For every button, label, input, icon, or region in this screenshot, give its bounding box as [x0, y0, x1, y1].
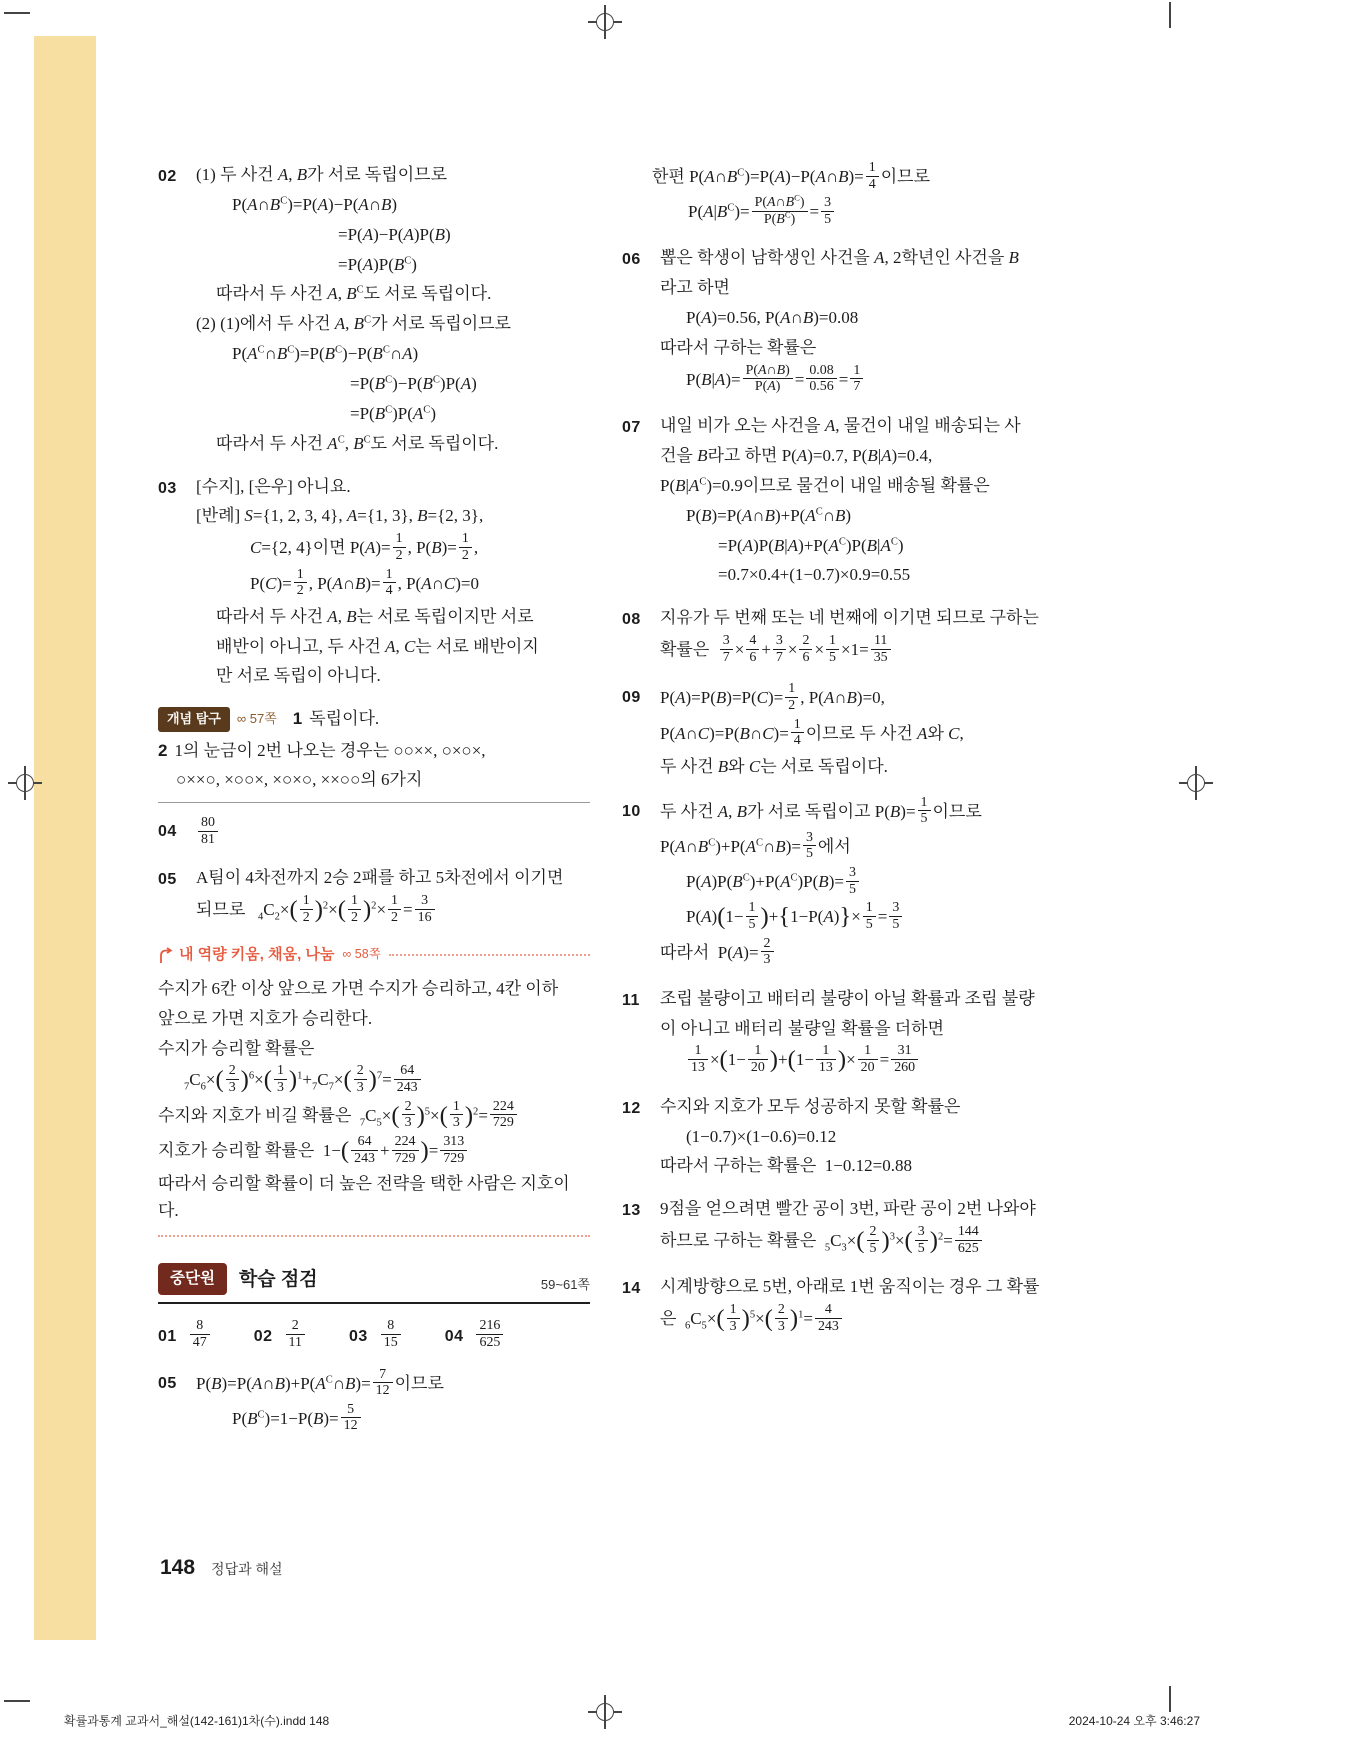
- solution-line: (1−0.7)×(1−0.6)=0.12: [686, 1126, 837, 1146]
- big-paren: (: [716, 1305, 725, 1333]
- solution-line: 건을 B라고 하면 P(A)=0.7, P(B|A)=0.4,: [660, 445, 933, 465]
- problem-number: 05: [158, 871, 177, 889]
- solution-block: [622, 1274, 1092, 1339]
- solution-line: 조립 불량이고 배터리 불량이 아닐 확률과 조립 불량: [660, 988, 1035, 1008]
- page-ref: ∞ 57쪽: [236, 711, 277, 727]
- section-pages: 59~61쪽: [540, 1276, 590, 1292]
- solution-line: P(A)=0.56, P(A∩B)=0.08: [686, 308, 859, 328]
- solution-block: [622, 245, 1092, 400]
- solution-block: [622, 605, 1092, 670]
- registration-mark-top: [588, 5, 622, 39]
- big-paren: ): [760, 903, 769, 931]
- solution-body: [196, 814, 590, 852]
- dotted-rule: [389, 954, 590, 956]
- fraction: $\frac{3}{5}$: [846, 865, 859, 897]
- solution-body: [196, 474, 590, 694]
- big-paren: (: [263, 1066, 272, 1094]
- fraction: $\frac{1}{4}$: [866, 160, 879, 192]
- solution-line: 따라서 두 사건 A, B는 서로 독립이지만 서로: [216, 606, 534, 626]
- fraction: $\frac{1}{3}$: [727, 1302, 740, 1334]
- solution-block: [622, 794, 1092, 973]
- big-paren: ): [769, 1046, 778, 1074]
- solution-line: 수지가 승리할 확률은: [158, 1038, 315, 1058]
- fraction: $\frac{7}{12}$: [373, 1367, 393, 1399]
- solution-line: 만 서로 독립이 아니다.: [216, 666, 381, 686]
- registration-mark-left: [8, 766, 42, 800]
- capability-title: 내 역량 키움, 채움, 나눔: [179, 946, 335, 964]
- fraction: $\frac{1}{4}$: [383, 567, 396, 599]
- registration-mark-right: [1179, 766, 1213, 800]
- fraction: $\frac{4}{6}$: [746, 633, 759, 665]
- concept-explore-section: [158, 706, 590, 803]
- solution-line: P(C)= $\frac{1}{2}$ , P(A∩B)= $\frac{1}{4}$ , P(A∩C)=0: [250, 566, 479, 599]
- page-footer: [160, 1556, 283, 1580]
- solution-line: $=P(A)P(B|A)+P(A^C)P(B|A^C)$: [718, 535, 904, 555]
- capability-section: [158, 943, 590, 1237]
- answer-text: 1의 눈금이 2번 나오는 경우는 ○○××, ○×○×,: [174, 741, 486, 761]
- solution-line: 9점을 얻으려면 빨간 공이 3번, 파란 공이 2번 나와야: [660, 1199, 1036, 1219]
- big-paren: ): [240, 1066, 249, 1094]
- fraction: $\frac{2}{5}$: [867, 1224, 880, 1256]
- big-paren: ): [789, 1305, 799, 1333]
- problem-number: [622, 162, 652, 232]
- big-paren: ): [929, 1227, 938, 1255]
- fraction: $\frac{224}{729}$: [392, 1134, 419, 1166]
- fraction: $\frac{3}{5}$: [821, 195, 834, 227]
- solution-block: [158, 1366, 590, 1439]
- big-paren: ): [464, 1101, 474, 1129]
- solution-line: A팀이 4차전까지 2승 2패를 하고 5차전에서 이기면: [196, 868, 564, 888]
- solution-line: 두 사건 A, B가 서로 독립이고 P(B)= $\frac{1}{5}$ 이므로: [660, 794, 982, 827]
- solution-line: P(A)(1− $\frac{1}{5}$ )+{1−P(A)}× $\frac{1}{5}$ = $\frac{3}{5}$: [660, 902, 1092, 934]
- fraction: $\frac{3}{5}$: [915, 1224, 928, 1256]
- solution-block: [622, 162, 1092, 232]
- answer-item: [349, 1320, 403, 1352]
- fraction: $\frac{31}{260}$: [891, 1043, 918, 1075]
- solution-line: 뽑은 학생이 남학생인 사건을 A, 2학년인 사건을 B: [660, 248, 1019, 268]
- fraction: $\frac{P(A\cap B^C)}{P(B^C)}$: [752, 195, 808, 227]
- concept-explore-header: [158, 706, 590, 733]
- solution-line: 따라서 승리할 확률이 더 높은 전략을 택한 사람은 지호이다.: [158, 1174, 570, 1220]
- problem-number: 12: [622, 1099, 641, 1117]
- fraction: $\frac{1}{2}$: [348, 893, 361, 925]
- solution-line: 시계방향으로 5번, 아래로 1번 움직이는 경우 그 확률: [660, 1277, 1040, 1297]
- fraction: $\frac{313}{729}$: [440, 1134, 467, 1166]
- capability-header: [158, 943, 590, 967]
- problem-number: 02: [158, 168, 177, 185]
- trim-mark-top-right: [1169, 2, 1171, 28]
- solution-line: $=P(B^C)-P(B^C)P(A)$: [350, 374, 477, 394]
- solution-line: (2) (1)에서 두 사건 A, $B^C$가 서로 독립이므로: [196, 314, 511, 334]
- solution-line: [196, 814, 590, 849]
- registration-circle-icon: [596, 1703, 614, 1721]
- page-ref: ∞ 58쪽: [342, 947, 381, 962]
- print-file-info: 확률과통계 교과서_해설(142-161)1차(수).indd 148: [64, 1714, 330, 1728]
- solution-line: $P(A^C\cap B^C)=P(B^C)-P(B^C\cap A)$: [232, 344, 419, 364]
- answer-number: 04: [444, 1327, 464, 1345]
- solution-body: [660, 683, 1092, 783]
- solution-line: $P(A\cap B^C)+P(A^C\cap B)=$ $\frac{3}{5}$ 에서: [660, 829, 851, 862]
- fraction: $\frac{0.08}{0.56}$: [806, 363, 836, 395]
- solution-block: [622, 683, 1092, 783]
- fraction: $\frac{1}{20}$: [748, 1043, 768, 1075]
- page-edge-stripe: [34, 36, 96, 1640]
- section-title: 학습 점검: [238, 1269, 318, 1291]
- solution-line: 은 $_6C_5\times$( $\frac{1}{3}$ )$^5$×( $\frac{2}{3}$ )$^1$= $\frac{4}{243}$: [660, 1304, 1092, 1336]
- solution-line: 수지와 지호가 모두 성공하지 못할 확률은: [660, 1096, 961, 1116]
- big-paren: (: [764, 1305, 773, 1333]
- problem-number: 09: [622, 689, 641, 707]
- problem-number: 05: [158, 1374, 177, 1392]
- solution-line: $P(A)P(B^C)+P(A^C)P(B)=$ $\frac{3}{5}$: [660, 867, 1092, 899]
- big-paren: (: [787, 1046, 796, 1074]
- registration-circle-icon: [1187, 774, 1205, 792]
- problem-number: 04: [158, 822, 177, 840]
- problem-number: 08: [622, 611, 641, 629]
- solution-line: 확률은 $\frac{3}{7}$ × $\frac{4}{6}$ + $\frac{3}{7}$ × $\frac{2}{6}$ × $\frac{1}{5}$ ×1= $\frac{11}{35}$: [660, 635, 1092, 667]
- answer-line: [158, 738, 590, 765]
- problem-number: 10: [622, 802, 641, 820]
- registration-circle-icon: [596, 13, 614, 31]
- trim-mark-bottom-left: [4, 1700, 30, 1702]
- solution-line: 따라서 구하는 확률은: [660, 338, 817, 358]
- registration-circle-icon: [16, 774, 34, 792]
- big-paren: ): [837, 1046, 847, 1074]
- big-paren: ): [368, 1066, 377, 1094]
- fraction: $\frac{4}{243}$: [815, 1302, 842, 1334]
- big-paren: ): [314, 895, 323, 923]
- problem-number: 11: [622, 991, 640, 1009]
- fraction: $\frac{1}{5}$: [863, 900, 876, 932]
- solution-line: $=P(B^C)P(A^C)$: [350, 403, 436, 423]
- solution-line: 라고 하면: [660, 278, 730, 298]
- solution-line: $P(A\cap B^C)=P(A)-P(A\cap B)$: [232, 194, 398, 214]
- big-paren: ): [362, 895, 372, 923]
- answer-value: [284, 1320, 307, 1352]
- fraction: $\frac{2}{11}$: [286, 1318, 305, 1350]
- fraction: $\frac{3}{7}$: [720, 633, 733, 665]
- solution-line: P(A∩C)=P(B∩C)= $\frac{1}{4}$ 이므로 두 사건 A와 C,: [660, 716, 964, 749]
- fraction: $\frac{2}{3}$: [761, 936, 774, 968]
- solution-body: [660, 1274, 1092, 1339]
- solution-line: 따라서 구하는 확률은 1−0.12=0.88: [660, 1156, 912, 1176]
- fraction: $\frac{1}{7}$: [850, 363, 863, 395]
- solution-line: $P(A|B^C)=$ $\frac{P(A\cap B^C)}{P(B^C)}$ = $\frac{3}{5}$: [652, 197, 1092, 229]
- subsection-check-row: [158, 1263, 590, 1304]
- fraction: $\frac{80}{81}$: [198, 815, 218, 847]
- solution-line: 이 아니고 배터리 불량일 확률을 더하면: [660, 1018, 945, 1038]
- fraction: $\frac{1}{5}$: [746, 900, 759, 932]
- solution-line: $P(B|A^C)=0.9$이므로 물건이 내일 배송될 확률은: [660, 475, 990, 495]
- fraction: $\frac{216}{625}$: [476, 1318, 503, 1350]
- solution-body: [660, 794, 1092, 973]
- fraction: $\frac{144}{625}$: [955, 1224, 982, 1256]
- fraction: $\frac{1}{3}$: [274, 1063, 287, 1095]
- big-paren: (: [215, 1066, 224, 1094]
- fraction: $\frac{3}{7}$: [773, 633, 786, 665]
- registration-mark-bottom: [588, 1695, 622, 1729]
- solution-line: [수지], [은우] 아니요.: [196, 476, 351, 496]
- solution-line: $P(B^C)=1-P(B)=$ $\frac{5}{12}$: [196, 1404, 590, 1436]
- big-paren: ): [420, 1136, 429, 1164]
- solution-line: =0.7×0.4+(1−0.7)×0.9=0.55: [718, 565, 911, 585]
- solution-line: =P(A)−P(A)P(B): [338, 224, 451, 244]
- answer-value: [474, 1320, 505, 1352]
- fraction: $\frac{1}{3}$: [450, 1099, 463, 1131]
- big-paren: (: [337, 895, 346, 923]
- fraction: $\frac{1}{2}$: [294, 567, 307, 599]
- answer-line: ○××○, ×○○×, ×○×○, ××○○의 6가지: [176, 770, 423, 790]
- big-paren: (: [904, 1227, 913, 1255]
- curved-arrow-icon: [158, 947, 173, 964]
- fraction: $\frac{64}{243}$: [351, 1134, 378, 1166]
- solution-line: 배반이 아니고, 두 사건 A, C는 서로 배반이지: [216, 636, 539, 656]
- fraction: $\frac{2}{3}$: [354, 1063, 367, 1095]
- big-paren: ): [288, 1066, 298, 1094]
- fraction: $\frac{1}{13}$: [688, 1043, 708, 1075]
- solution-line: 하므로 구하는 확률은 $_5C_3\times$( $\frac{2}{5}$ )$^3$×( $\frac{3}{5}$ )$^2$= $\frac{144}{625}$: [660, 1226, 1092, 1258]
- big-brace: {: [778, 903, 791, 931]
- solution-line: $=P(A)P(B^C)$: [338, 254, 417, 274]
- solution-line: 따라서 P(A)= $\frac{2}{3}$: [660, 938, 1092, 970]
- answer-item: [158, 1320, 212, 1352]
- solution-body: [660, 605, 1092, 670]
- solution-body: [660, 245, 1092, 400]
- solution-line: (1) 두 사건 A, B가 서로 독립이므로: [196, 165, 448, 184]
- subsection-check-header: [158, 1263, 590, 1304]
- fraction: $\frac{3}{5}$: [803, 830, 816, 862]
- solution-line: 수지가 6칸 이상 앞으로 가면 수지가 승리하고, 4칸 이하: [158, 978, 559, 998]
- solution-body: [660, 1196, 1092, 1261]
- fraction: $\frac{2}{6}$: [799, 633, 812, 665]
- solution-line: 지유가 두 번째 또는 네 번째에 이기면 되므로 구하는: [660, 608, 1039, 628]
- fraction: $\frac{1}{20}$: [858, 1043, 878, 1075]
- fraction: $\frac{8}{47}$: [190, 1318, 210, 1350]
- answer-value: [188, 1320, 212, 1352]
- solution-line: $\frac{1}{13}$ ×(1− $\frac{1}{20}$ )+(1− $\frac{1}{13}$ )× $\frac{1}{20}$ = $\frac{31}{260}$: [660, 1045, 1092, 1077]
- solution-body: [196, 865, 590, 930]
- fraction: $\frac{P(A\cap B)}{P(A)}$: [743, 363, 793, 395]
- fraction: $\frac{1}{2}$: [785, 681, 798, 713]
- solution-body: [196, 1366, 590, 1439]
- solution-line: $_7C_6\times$( $\frac{2}{3}$ )$^6$×( $\frac{1}{3}$ )$^1+_7C_7\times$( $\frac{2}{3}$ )$^7$= $\frac{64}{243}$: [158, 1065, 590, 1097]
- fraction: $\frac{1}{5}$: [918, 795, 931, 827]
- solution-line: P(A)=P(B)=P(C)= $\frac{1}{2}$ , P(A∩B)=0,: [660, 681, 885, 713]
- solution-body: [660, 1094, 1092, 1184]
- solution-line: C={2, 4}이면 P(A)= $\frac{1}{2}$ , P(B)= $\frac{1}{2}$ ,: [250, 531, 479, 563]
- solution-block: [622, 986, 1092, 1081]
- page-footer-label: 정답과 해설: [211, 1561, 283, 1577]
- answer-item: [254, 1320, 307, 1352]
- big-paren: ): [881, 1227, 890, 1255]
- solution-body: [196, 162, 590, 461]
- big-paren: ): [416, 1101, 425, 1129]
- answer-number: 2: [158, 741, 168, 761]
- fraction: $\frac{1}{4}$: [791, 717, 804, 749]
- fraction: $\frac{64}{243}$: [394, 1063, 421, 1095]
- answer-text: 독립이다.: [309, 709, 380, 729]
- dotted-rule: [158, 1235, 590, 1237]
- solution-block: [158, 865, 590, 930]
- left-column: [158, 162, 590, 1452]
- solution-block: [158, 474, 590, 694]
- solution-block: [622, 1094, 1092, 1184]
- page-number: 148: [160, 1556, 196, 1579]
- fraction: $\frac{2}{3}$: [775, 1302, 788, 1334]
- fraction: $\frac{224}{729}$: [490, 1099, 517, 1131]
- solution-line: 한편 $P(A\cap B^C)=P(A)-P(A\cap B)=$ $\frac{1}{4}$ 이므로: [652, 160, 931, 192]
- big-paren: (: [343, 1066, 352, 1094]
- fraction: $\frac{2}{3}$: [402, 1099, 415, 1131]
- solution-line: $P(B)=P(A\cap B)+P(A^C\cap B)$: [686, 505, 852, 525]
- big-paren: (: [391, 1101, 400, 1129]
- fraction: $\frac{1}{13}$: [816, 1043, 836, 1075]
- fraction: $\frac{1}{2}$: [393, 531, 406, 563]
- right-column: [622, 162, 1092, 1352]
- solution-line: P(B|A)= $\frac{P(A\cap B)}{P(A)}$ = $\frac{0.08}{0.56}$ = $\frac{1}{7}$: [660, 365, 1092, 397]
- answer-item: [445, 1320, 506, 1352]
- answer-number: 03: [348, 1327, 368, 1345]
- problem-number: 07: [622, 419, 641, 437]
- solution-line: 수지와 지호가 비길 확률은 $_7C_5\times$( $\frac{2}{3}$ )$^5$×( $\frac{1}{3}$ )$^2$= $\frac{224}{729}$: [158, 1101, 590, 1133]
- fraction: $\frac{1}{2}$: [388, 893, 401, 925]
- solution-line: 되므로 $_4C_2\times$( $\frac{1}{2}$ )$^2$×( $\frac{1}{2}$ )$^2$× $\frac{1}{2}$ = $\frac{3}{16}$: [196, 895, 590, 927]
- answers-row: [158, 1320, 590, 1352]
- solution-block: [622, 1196, 1092, 1261]
- fraction: $\frac{1}{2}$: [300, 893, 313, 925]
- solution-line: $P(B)=P(A\cap B)+P(A^C\cap B)=$ $\frac{7}{12}$ 이므로: [196, 1366, 444, 1399]
- solution-block: [158, 814, 590, 852]
- fraction: $\frac{5}{12}$: [341, 1402, 361, 1434]
- fraction: $\frac{11}{35}$: [871, 633, 891, 665]
- fraction: $\frac{3}{16}$: [415, 893, 435, 925]
- fraction: $\frac{2}{3}$: [226, 1063, 239, 1095]
- solution-line: 지호가 승리할 확률은 1−( $\frac{64}{243}$ + $\frac{224}{729}$ )= $\frac{313}{729}$: [158, 1136, 590, 1168]
- solution-line: [반례] S={1, 2, 3, 4}, A={1, 3}, B={2, 3},: [196, 506, 484, 526]
- problem-number: 14: [622, 1280, 641, 1298]
- big-paren: (: [717, 903, 726, 931]
- solution-line: 따라서 두 사건 A, $B^C$도 서로 독립이다.: [216, 284, 492, 304]
- big-paren: ): [741, 1305, 750, 1333]
- trim-mark-top-left: [4, 12, 30, 14]
- problem-number: 13: [622, 1202, 641, 1220]
- answer-number: 1: [292, 709, 303, 729]
- fraction: $\frac{1}{5}$: [826, 633, 839, 665]
- fraction: $\frac{8}{15}$: [381, 1318, 401, 1350]
- solution-body: [660, 413, 1092, 592]
- solution-line: 내일 비가 오는 사건을 A, 물건이 내일 배송되는 사: [660, 416, 1021, 436]
- big-paren: (: [340, 1136, 350, 1164]
- big-paren: (: [439, 1101, 448, 1129]
- solution-body: [660, 986, 1092, 1081]
- solution-block: [158, 162, 590, 461]
- answer-number: 02: [253, 1327, 273, 1345]
- big-paren: (: [289, 895, 298, 923]
- print-timestamp: 2024-10-24 오후 3:46:27: [1068, 1714, 1200, 1728]
- big-brace: }: [839, 903, 852, 931]
- answer-value: [379, 1320, 403, 1352]
- concept-explore-badge: 개념 탐구: [158, 707, 230, 732]
- problem-number: 06: [622, 251, 641, 269]
- big-paren: (: [856, 1227, 865, 1255]
- solution-body: [652, 162, 1092, 232]
- fraction: $\frac{1}{2}$: [459, 531, 472, 563]
- solution-line: 두 사건 B와 C는 서로 독립이다.: [660, 756, 888, 776]
- answer-number: 01: [158, 1327, 177, 1345]
- problem-number: 03: [158, 479, 177, 497]
- trim-mark-bottom-right: [1169, 1686, 1171, 1712]
- solution-block: [622, 413, 1092, 592]
- fraction: $\frac{3}{5}$: [889, 900, 902, 932]
- solution-line: 앞으로 가면 지호가 승리한다.: [158, 1008, 373, 1028]
- big-paren: (: [719, 1046, 728, 1074]
- subsection-badge: 중단원: [158, 1263, 227, 1295]
- solution-line: 따라서 두 사건 $A^C$, $B^C$도 서로 독립이다.: [216, 433, 499, 453]
